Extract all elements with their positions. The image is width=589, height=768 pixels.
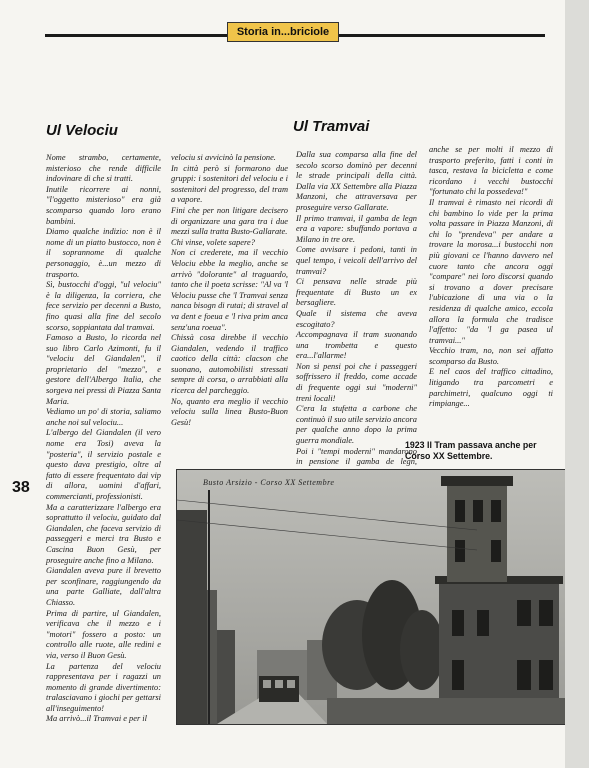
paragraph: Ma a caratterizzare l'albergo era soprattutto il velociu, guidato dal Giandalen, che faceva servizio di passeggeri e merci tra Busto e Cascina Buon Gesù, per proseguire anche fino a Milano.	[46, 502, 161, 565]
article2-title: Ul Tramvai	[293, 118, 370, 135]
paragraph: No, quanto era meglio il vecchio velociu sulla linea Busto-Buon Gesù!	[171, 396, 288, 427]
tram-street-photo	[177, 470, 565, 724]
paragraph: In città però si formarono due gruppi: i sostenitori del velociu e i sostenitori del progresso, del tram a vapore.	[171, 163, 288, 205]
paragraph: Famoso a Busto, lo ricorda nel suo libro Carlo Azimonti, fu il "velociu del Giandalen", il proprietario del "mezzo", e gestore dell'Albergo Italia, che sorgeva nei pressi di Piazza Santa Maria.	[46, 333, 161, 406]
paragraph: C'era la stufetta a carbone che continuò il suo utile servizio ancora per qualche anno dopo la prima guerra mondiale.	[296, 404, 417, 446]
paragraph: anche se per molti il mezzo di trasporto preferito, fatti i conti in tasca, restava la bicicletta e come ricordano i vecchi bustocchi "fortunato chi la possedeva!"	[429, 145, 553, 197]
paragraph: Non ci crederete, ma il vecchio Velociu ebbe la meglio, anche se arrivò "dolorante" al traguardo, tanto che il poeta scrisse: "Al va 'l Velociu pusse che 'l Tramvai senza nanca bisogn di rutai; di stravel al va dent e foeua e 'l riva prim anca senz'una roeua".	[171, 248, 288, 332]
paragraph: L'albergo del Giandalen (il vero nome era Tosi) aveva la "posteria", il servizio postale e questo dava prestigio, oltre al fatto di essere frequentato dai vip di allora, uomini d'affari, commercianti, professionisti.	[46, 428, 161, 501]
paragraph: Ma arrivò...il Tramvai e per il	[46, 714, 147, 724]
article1-column1	[46, 153, 161, 725]
paragraph: Come avvisare i pedoni, tanti in quel tempo, i veicoli dell'arrivo del tramvai?	[296, 245, 417, 276]
paragraph: Diamo qualche indizio: non è il nome di un piatto bustocco, non è il soprannome di qualche personaggio, è...un mezzo di trasporto.	[46, 227, 161, 279]
photo-label: Busto Arsizio - Corso XX Settembre	[203, 478, 335, 487]
paragraph: velociu si avvicinò la pensione.	[171, 153, 276, 162]
section-tag: Storia in...briciole	[227, 22, 339, 42]
paragraph: Nome strambo, certamente, misterioso che rende difficile indovinare di che si tratti.	[46, 153, 161, 184]
paragraph: Il tramvai è rimasto nei ricordi di chi bambino lo vide per la prima volta passare in Piazza Manzoni, di chi lo "prendeva" per andare a trovare la morosa...i bustocchi non più giovani ce l'hanno davvero nel cuore tanto che ancora oggi "compare" nei loro discorsi quando si trovano a dover precisare l'ubicazione di una via o la residenza di qualche amico, eccola allora la formula che tradisce l'affetto: "da 'l ga pasea ul tramvai..."	[429, 197, 553, 345]
paragraph: E nel caos del traffico cittadino, litigando tra parcometri e parchimetri, qualcuno oggi ti rimpiange...	[429, 367, 553, 409]
paragraph: Dalla sua comparsa alla fine del secolo scorso dominò per decenni le strade principali della città. Dalla via XX Settembre alla Piazza Manzoni, che attraversava per proseguire verso Gallarate.	[296, 150, 417, 212]
article2-column2	[429, 145, 553, 410]
paragraph: Quale il sistema che aveva escogitato?	[296, 308, 417, 329]
page-number: 38	[12, 479, 30, 496]
paragraph: Fini che per non litigare decisero di organizzare una gara tra i due mezzi sulla tratta Busto-Gallarate.	[171, 205, 288, 237]
page-edge	[565, 0, 589, 768]
paragraph: Il primo tramvai, il gamba de legn era a vapore: sbuffando portava a Milano in tre ore.	[296, 213, 417, 244]
paragraph: Inutile ricorrere ai nonni, "l'oggetto misterioso" era già scomparso quando loro erano bambini.	[46, 184, 161, 226]
article2-column1	[296, 150, 417, 478]
article1-column2	[171, 153, 288, 428]
paragraph: Accompagnava il tram suonando una trombetta e questo era...l'allarme!	[296, 330, 417, 361]
paragraph: Prima di partire, ul Giandalen, verificava che il mezzo e i "motori" fossero a posto: un controllo alle ruote, alle redini e via, verso il Buon Gesù.	[46, 608, 161, 660]
paragraph: Non si pensi poi che i passeggeri soffrissero il freddo, come accade di frequente oggi sui "moderni" treni locali!	[296, 361, 417, 403]
paragraph: Vediamo un po' di storia, saliamo anche noi sul velociu...	[46, 407, 161, 427]
paragraph: Giandalen aveva pure il brevetto per sconfinare, raggiungendo da una parte Galliate, dall'altra Chiasso.	[46, 566, 161, 607]
paragraph: Sì, bustocchi d'oggi, "ul velociu" è la diligenza, la corriera, che fece servizio per decenni a Busto, fino quasi alla fine del secolo scorso, soppiantata dal tramvai.	[46, 280, 161, 332]
photo-caption-text: 1923 Il Tram passava anche per Corso XX Settembre.	[405, 440, 537, 461]
article1-title: Ul Velociu	[46, 122, 118, 139]
paragraph: Chissà cosa direbbe il vecchio Giandalen, vedendo il traffico caotico della città: clacson che suonano, automobilisti stressati sempre di corsa, o arrabbiati alla ricerca del parcheggio.	[171, 333, 288, 396]
historic-photo	[176, 469, 565, 725]
paragraph: Ci pensava nelle strade più frequentate di Busto un ex bersagliere.	[296, 277, 417, 308]
paragraph: Poi i "tempi moderni" mandarono in pensione il gamba de legn,	[296, 446, 417, 467]
paragraph: Chi vinse, volete sapere?	[171, 237, 255, 247]
paragraph: Vecchio tram, no, non sei affatto scomparso da Busto.	[429, 346, 553, 366]
paragraph: La partenza del velociu rappresentava per i ragazzi un momento di grande divertimento: tralasciavano i giochi per gettarsi all'inseguimento!	[46, 661, 161, 713]
